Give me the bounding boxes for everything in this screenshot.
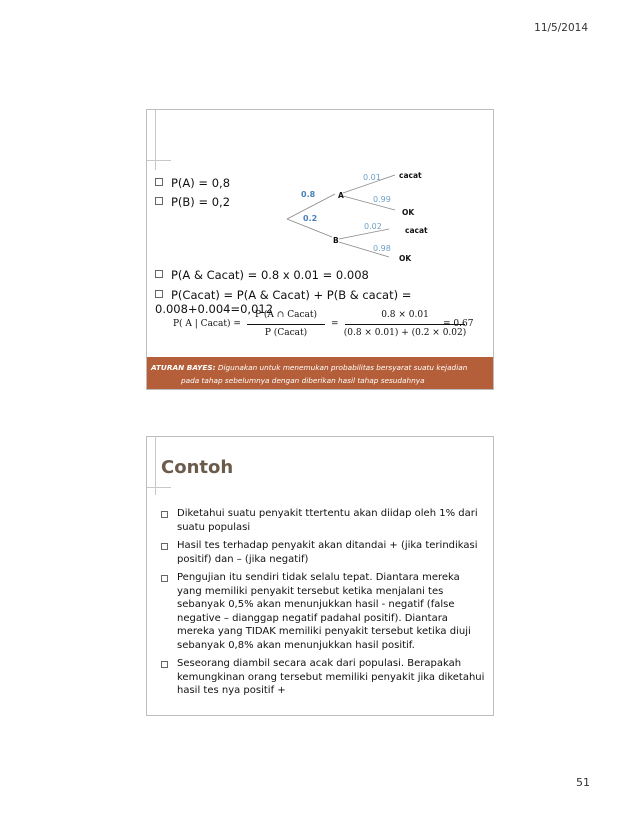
outcome-a-ok: OK — [402, 208, 415, 217]
prob-b: 0.2 — [303, 214, 318, 223]
prob-a-cacat: 0.01 — [363, 173, 381, 182]
bullet-box-icon — [155, 290, 163, 298]
node-b: B — [333, 236, 339, 245]
bullet-pa-cacat: P(A & Cacat) = 0.8 x 0.01 = 0.008 — [155, 268, 369, 282]
prob-b-ok: 0.98 — [373, 244, 391, 253]
list-item: Pengujian itu sendiri tidak selalu tepat. Diantara mereka yang memiliki penyakit tersebut ketika menjalani tes sebanyak 0,5% akan menunjukkan hasil - negatif (false negative – dianggap negatif padahal positif). Diantara mereka yang TIDAK memiliki penyakit tersebut ketika diuji sebanyak 0,8% akan menunjukkan hasil positif. — [159, 571, 487, 652]
bullet-box-icon — [161, 575, 168, 582]
prob-a-ok: 0.99 — [373, 195, 391, 204]
bayes-formula — [167, 308, 487, 342]
list-item: Seseorang diambil secara acak dari populasi. Berapakah kemungkinan orang tersebut memiliki penyakit jika diketahui hasil tes nya positif + — [159, 657, 487, 698]
formula-lhs: P( A | Cacat) = — [173, 319, 241, 329]
formula-frac1-bar — [247, 324, 325, 325]
banner-line-1-text: Digunakan untuk menemukan probabilitas bersyarat suatu kejadian — [217, 363, 468, 372]
formula-eq: = — [331, 319, 339, 329]
prob-b-cacat: 0.02 — [364, 222, 382, 231]
page-number: 51 — [576, 776, 590, 789]
bullet-box-icon — [161, 543, 168, 550]
outcome-b-ok: OK — [399, 254, 412, 263]
bullet-box-icon — [161, 511, 168, 518]
list-item: Diketahui suatu penyakit ttertentu akan diidap oleh 1% dari suatu populasi — [159, 507, 487, 534]
formula-result: = 0.67 — [443, 319, 474, 329]
bayes-rule-banner — [147, 357, 493, 389]
slide-title-rule — [147, 487, 171, 488]
slide-bayes — [146, 109, 494, 390]
bullet-box-icon — [155, 197, 163, 205]
page-date: 11/5/2014 — [534, 22, 588, 34]
formula-frac2-num: 0.8 × 0.01 — [381, 310, 429, 320]
formula-frac1-den: P (Cacat) — [264, 328, 308, 338]
outcome-a-cacat: cacat — [399, 171, 422, 180]
list-item: Hasil tes terhadap penyakit akan ditandai + (jika terindikasi positif) dan – (jika negatif) — [159, 539, 487, 566]
slide-left-rule — [155, 110, 156, 170]
bullet-pcacat: P(Cacat) = P(A & Cacat) + P(B & cacat) = 0.008+0.004=0,012 — [155, 288, 412, 316]
banner-line-1 — [151, 363, 467, 372]
bullet-pb: P(B) = 0,2 — [155, 195, 230, 209]
banner-line-2: pada tahap sebelumnya dengan diberikan hasil tahap sesudahnya — [181, 376, 425, 385]
prob-a: 0.8 — [301, 190, 316, 199]
bullet-box-icon — [155, 270, 163, 278]
bullet-box-icon — [155, 178, 163, 186]
banner-label: ATURAN BAYES: — [151, 363, 216, 372]
slide-title-rule — [147, 160, 171, 161]
node-a: A — [338, 191, 344, 200]
slide-title: Contoh — [161, 457, 234, 478]
bullet-pa: P(A) = 0,8 — [155, 176, 230, 190]
formula-frac1-num: P (A ∩ Cacat) — [255, 310, 317, 320]
bullet-box-icon — [161, 661, 168, 668]
slide-contoh — [146, 436, 494, 716]
formula-frac2-den: (0.8 × 0.01) + (0.2 × 0.02) — [343, 328, 467, 338]
example-list — [159, 507, 487, 703]
outcome-b-cacat: cacat — [405, 226, 428, 235]
